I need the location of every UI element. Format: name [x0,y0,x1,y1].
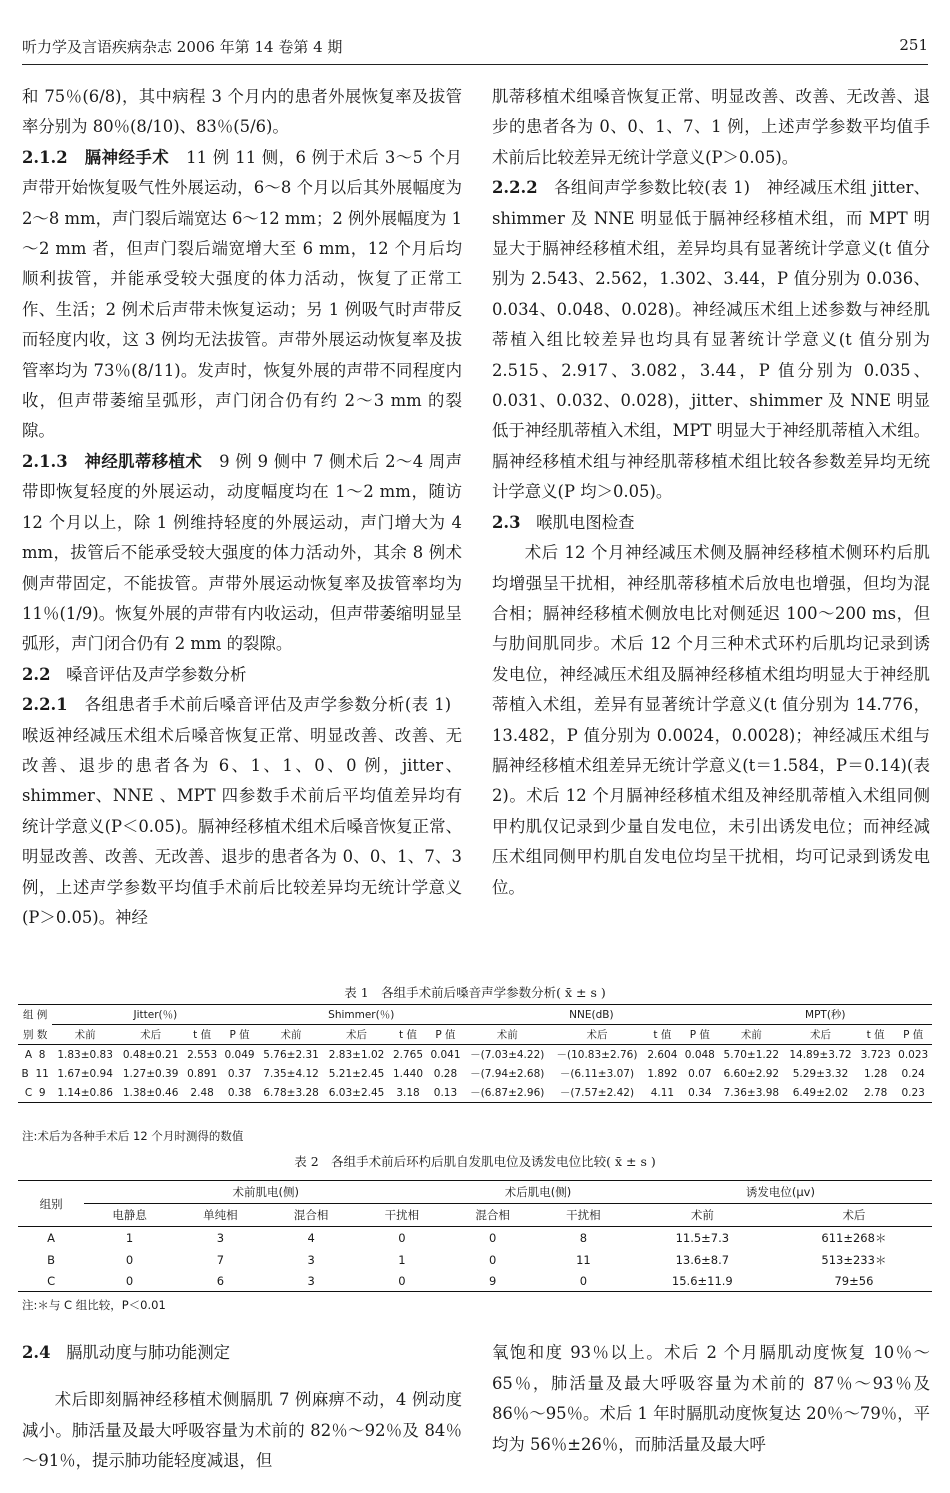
cell: 1.27±0.39 [122,1067,179,1080]
cell: A [24,1048,33,1061]
cell: 0.38 [221,1083,258,1103]
header-cell: 术后 [776,1204,932,1227]
header-cell: P 值 [221,1025,258,1045]
section-number: 2.1.3 [22,451,68,471]
cell: 6.60±2.92 [723,1067,780,1080]
cell: C [18,1271,84,1292]
cell: 11.5±7.3 [629,1227,776,1250]
header-cell: 术后 [324,1025,390,1045]
cell: 1 [84,1227,175,1250]
header-cell: P 值 [681,1025,718,1045]
cell: 2.83±1.02 [324,1045,390,1065]
header-cell: 术后 [784,1025,857,1045]
section-number: 2.1.2 [22,147,68,167]
cell: 2.553 [183,1045,220,1065]
cell: 7.36±3.98 [719,1083,785,1103]
cell: 0 [357,1271,448,1292]
header-cell: t 值 [389,1025,426,1045]
cell: 11 [576,1253,591,1267]
running-header [22,30,928,65]
header-cell: 组别 [18,1181,84,1227]
paragraph: 肌蒂移植术组嗓音恢复正常、明显改善、改善、无改善、退步的患者各为 0、0、1、7、1 例，上述声学参数平均值手术前后比较差异无统计学意义(P＞0.05)。 [492,87,930,167]
header-cell: 别 数 [23,1028,48,1041]
section-2-2-1 [22,690,462,933]
cell: 5.29±3.32 [792,1067,849,1080]
cell: A [18,1227,84,1250]
cell: 0 [357,1227,448,1250]
section-2-1-2 [22,143,462,447]
section-title: 喉肌电图检查 [536,512,635,532]
cell: 6.03±2.45 [324,1083,390,1103]
section-title: 神经肌蒂移植术 [84,451,203,471]
bottom-right-column [492,1322,930,1476]
cell: 1.83±0.83 [52,1045,118,1065]
table-1 [18,1004,932,1103]
cell: 7 [216,1253,225,1267]
cell: 1.38±0.46 [118,1083,184,1103]
cell: 0 [538,1271,629,1292]
cell: 5.70±1.22 [719,1045,785,1065]
paragraph: 氧饱和度 93％以上。术后 2 个月膈肌动度恢复 10％～65％，肺活量及最大呼吸容量为术前的 87％～93％及 86％～95％。术后 1 年时膈肌动度恢复达 20％～79％，平均为 56％±26％，而肺活量及最大呼 [492,1343,930,1454]
journal-title: 听力学及言语疾病杂志 2006 年第 14 卷第 4 期 [22,38,343,56]
table-row [18,1045,932,1065]
cell: 3 [307,1253,315,1267]
header-cell: t 值 [857,1025,894,1045]
cell: 0.041 [427,1045,464,1065]
header-cell: 术前 [719,1025,785,1045]
cell: －(6.87±2.96) [464,1083,550,1103]
cell: 4 [266,1227,357,1250]
section-title: 膈肌动度与肺功能测定 [66,1343,231,1363]
header-cell: 干扰相 [538,1204,629,1227]
paragraph: 和 75％(6/8)，其中病程 3 个月内的患者外展恢复率及拔管率分别为 80％(8/10)、83％(5/6)。 [22,87,462,137]
cell: 0.023 [894,1045,932,1065]
section-2-2 [22,660,462,690]
cell: 14.89±3.72 [784,1045,857,1065]
cell: －(6.11±3.07) [559,1068,635,1080]
cell: 1.28 [863,1067,888,1080]
cell: 0.48±0.21 [118,1045,184,1065]
section-number: 2.3 [492,512,521,532]
cell: 0 [447,1227,538,1250]
section-title: 各组患者手术前后嗓音评估及声学参数分析(表 1) [84,695,452,715]
cell: 0 [84,1271,175,1292]
header-cell: 术后 [118,1025,184,1045]
paragraph: 术后即刻膈神经移植术侧膈肌 7 例麻痹不动，4 例动度减小。肺活量及最大呼吸容量为术前的 82％～92％及 84％～91％，提示肺功能轻度减退，但 [22,1390,462,1470]
cell: 4.11 [644,1083,681,1103]
section-2-1-3 [22,447,462,660]
cell: 0.049 [221,1045,258,1065]
cell: －(10.83±2.76) [550,1045,643,1065]
cell: 0.07 [688,1067,712,1080]
right-column [492,82,930,903]
header-cell: 术后 [550,1025,643,1045]
section-2-4 [22,1338,462,1368]
cell: －(7.57±2.42) [550,1083,643,1103]
cell: 9 [38,1086,46,1099]
cell: 3 [175,1227,266,1250]
cell: 8 [538,1227,629,1250]
section-number: 2.2.2 [492,178,538,198]
paragraph: 术后 12 个月神经减压术侧及膈神经移植术侧环杓后肌均增强呈干扰相，神经肌蒂移植术后放电也增强，但均为混合相；膈神经移植术侧放电比对侧延迟 100～200 ms，但与肋间肌同步。术后 12 个月三种术式环杓后肌均记录到诱发电位，神经减压术组及膈神经移植术组均明显大于神经肌蒂植入术组，差异有显著统计学意义(t 值分别为 14.776，13.482，P 值分别为 0.0024，0.0028)；神经减压术组与膈神经移植术组差异无统计学意义(t＝1.584，P＝0.14)(表 2)。术后 12 个月膈神经移植术组及神经肌蒂植入术组同侧甲杓肌仅记录到少量自发电位，未引出诱发电位；而神经减压术组同侧甲杓肌自发电位均呈干扰相，均可记录到诱发电位。 [492,543,930,897]
cell: 1.67±0.94 [57,1067,113,1080]
cell: 1 [398,1253,406,1267]
table-row [18,1271,932,1292]
cell: 0.24 [901,1067,925,1080]
header-cell: 单纯相 [175,1204,266,1227]
cell: 0.048 [681,1045,718,1065]
cell: 6 [175,1271,266,1292]
header-cell: 术后肌电(侧) [447,1181,629,1204]
paragraph: 神经减压术组 jitter、shimmer 及 NNE 明显低于膈神经移植术组，而 MPT 明显大于膈神经移植术组，差异均具有显著统计学意义(t 值分别为 2.543、2.562，1.302、3.44，P 值分别为 0.036、0.034、0.048、0.028)。神经减压术组上述参数与神经肌蒂植入组比较差异也均具有显著统计学意义(t 值分别为 2.515、2.917、3.082，3.44，P 值分别为 0.035、0.031、0.032、0.028)，jitter、shimmer 及 NNE 明显低于神经肌蒂植入术组，MPT 明显大于神经肌蒂植入术组。膈神经移植术组与神经肌蒂移植术组比较各参数差异均无统计学意义(P 均＞0.05)。 [492,178,930,502]
cell: 6.78±3.28 [258,1083,324,1103]
cell: 2.78 [857,1083,894,1103]
cell: B [21,1067,29,1080]
table-1-caption: 表 1 各组手术前后嗓音声学参数分析( x̄ ± s ) [344,985,606,1000]
paragraph: 11 例 11 侧，6 例于术后 3～5 个月声带开始恢复吸气性外展运动，6～8 个月以后其外展幅度为 2～8 mm，声门裂后端宽达 6～12 mm；2 例外展幅度为 1～2 mm 者，但声门裂后端宽增大至 6 mm，12 个月后均顺利拔管，并能承受较大强度的体力活动，恢复了正常工作、生活；2 例术后声带未恢复运动；另 1 例吸气时声带反而轻度内收，这 3 例均无法拔管。声带外展运动恢复率及拔管率均为 73％(8/11)。发声时，恢复外展的声带不同程度内收，但声带萎缩呈弧形，声门闭合仍有约 2～3 mm 的裂隙。 [22,147,462,441]
section-title: 膈神经手术 [84,147,170,167]
section-2-2-2 [492,173,930,507]
header-cell: 术前 [464,1025,550,1045]
table-row [18,1083,932,1103]
cell: 1.440 [392,1067,424,1080]
left-column [22,82,462,933]
cell: 0 [125,1253,134,1267]
header-cell: NNE(dB) [464,1005,718,1025]
cell: 0 [488,1253,497,1267]
cell: 15.6±11.9 [629,1271,776,1292]
cell: C [24,1086,33,1099]
header-cell: P 值 [894,1025,932,1045]
cell: 5.76±2.31 [258,1045,324,1065]
cell: 611±268＊ [776,1227,932,1250]
cell: 5.21±2.45 [328,1067,385,1080]
cell: 7.35±4.12 [263,1067,319,1080]
section-2-3 [492,508,930,538]
table-row [18,1064,932,1083]
cell: 3.723 [857,1045,894,1065]
cell: 2.604 [644,1045,681,1065]
cell: －(7.03±4.22) [464,1045,550,1065]
cell: 13.6±8.7 [675,1253,730,1267]
header-cell: t 值 [183,1025,220,1045]
cell: 2.48 [183,1083,220,1103]
header-cell: 术前肌电(侧) [84,1181,447,1204]
cell: －(7.94±2.68) [470,1068,545,1080]
cell: 0.37 [227,1067,252,1080]
bottom-left-column [22,1322,462,1493]
cell: 0.13 [427,1083,464,1103]
header-cell: Jitter(％) [52,1005,258,1025]
cell: 11 [35,1067,49,1080]
cell: 6.49±2.02 [784,1083,857,1103]
header-cell: Shimmer(％) [258,1005,464,1025]
cell: 2.765 [389,1045,426,1065]
cell: 3 [266,1271,357,1292]
header-cell: t 值 [644,1025,681,1045]
cell: 79±56 [776,1271,932,1292]
cell: 3.18 [389,1083,426,1103]
page-number: 251 [899,36,928,54]
cell: 0.23 [894,1083,932,1103]
header-cell: 混合相 [447,1204,538,1227]
section-title: 嗓音评估及声学参数分析 [66,664,247,684]
table-row [18,1227,932,1250]
header-cell: 术前 [629,1204,776,1227]
paragraph: 喉返神经减压术组术后嗓音恢复正常、明显改善、改善、无改善、退步的患者各为 6、1、1、0、0 例，jitter、shimmer、NNE 、MPT 四参数手术前后平均值差异均有统计学意义(P＜0.05)。膈神经移植术组术后嗓音恢复正常、明显改善、改善、无改善、退步的患者各为 0、0、1、7、3 例，上述声学参数平均值手术前后比较差异均无统计学意义(P＞0.05)。神经 [22,725,462,927]
header-cell: P 值 [427,1025,464,1045]
table-1-note: 注:术后为各种手术后 12 个月时测得的数值 [22,1129,244,1143]
header-cell: 组 例 [18,1005,52,1025]
cell: 1.892 [647,1067,678,1080]
cell: 1.14±0.86 [52,1083,118,1103]
cell: 0.891 [187,1067,218,1080]
cell: 8 [38,1048,46,1061]
cell: 513±233＊ [821,1253,887,1267]
header-cell: 电静息 [84,1204,175,1227]
cell: 0.34 [681,1083,718,1103]
cell: 0.28 [433,1067,458,1080]
cell: B [47,1253,56,1267]
paragraph: 9 例 9 侧中 7 侧术后 2～4 周声带即恢复轻度的外展运动，动度幅度均在 1～2 mm，随访 12 个月以上，除 1 例维持轻度的外展运动，声门增大为 4 mm，拔管后不能承受较大强度的体力活动外，其余 8 例术侧声带固定，不能拔管。声带外展运动恢复率及拔管率均为 11％(1/9)。恢复外展的声带有内收运动，但声带萎缩明显呈弧形，声门闭合仍有 2 mm 的裂隙。 [22,451,463,654]
table-2-note: 注:＊与 C 组比较，P＜0.01 [22,1298,166,1312]
section-number: 2.4 [22,1343,51,1363]
table-row [18,1249,932,1271]
header-cell: 术前 [258,1025,324,1045]
table-2 [18,1180,932,1292]
cell: 9 [447,1271,538,1292]
table-2-caption: 表 2 各组手术前后环杓后肌自发肌电位及诱发电位比较( x̄ ± s ) [294,1154,656,1169]
header-cell: 干扰相 [357,1204,448,1227]
header-cell: MPT(秒) [719,1005,932,1025]
section-title: 各组间声学参数比较(表 1) [554,178,751,198]
header-cell: 术前 [52,1025,118,1045]
section-number: 2.2 [22,664,51,684]
section-number: 2.2.1 [22,695,68,715]
header-cell: 诱发电位(μv) [629,1181,932,1204]
header-cell: 混合相 [266,1204,357,1227]
